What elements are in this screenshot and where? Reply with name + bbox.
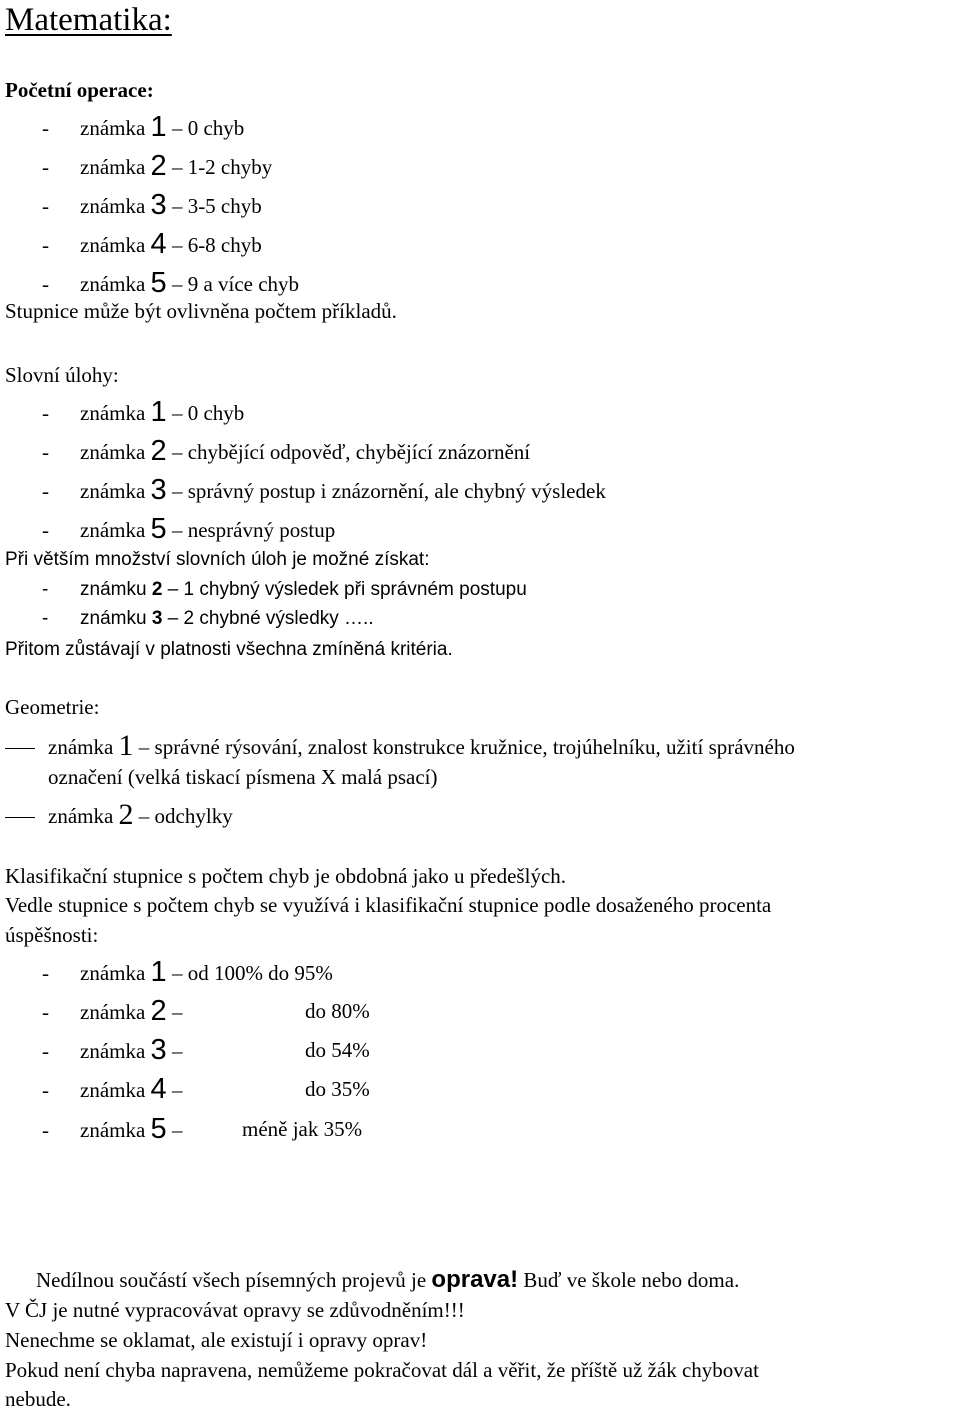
section-heading-pocetni: Početní operace: <box>5 78 154 102</box>
list-item: - známka 1 – od 100% do 95% <box>42 956 333 988</box>
list-item: - známka 2 – chybějící odpověď, chybějící znázornění <box>42 435 531 467</box>
section-note: Přitom zůstávají v platnosti všechna zmíněná kritéria. <box>5 639 453 660</box>
list-item: - známka 3 – 3-5 chyb <box>42 189 262 221</box>
section-note: úspěšnosti: <box>5 923 99 947</box>
list-item: - známku 2 – 1 chybný výsledek při správném postupu <box>42 579 527 600</box>
list-item: - známka 5 – <box>42 1113 183 1145</box>
footer-line: Pokud není chyba napravena, nemůžeme pokračovat dál a věřit, že příště už žák chybovat <box>5 1358 759 1382</box>
list-dash <box>5 817 35 818</box>
list-item-continuation: označení (velká tiskací písmena X malá psací) <box>48 765 438 789</box>
percent-range: do 80% <box>305 999 370 1023</box>
section-heading-slovni: Slovní úlohy: <box>5 363 119 387</box>
list-item: - známka 5 – nesprávný postup <box>42 513 336 545</box>
list-item: - známka 4 – <box>42 1073 183 1105</box>
list-item: - známka 2 – 1-2 chyby <box>42 150 273 182</box>
list-item: - známka 1 – 0 chyb <box>42 396 245 428</box>
list-item: - známka 2 – <box>42 995 183 1027</box>
list-item: - známka 1 – 0 chyb <box>42 111 245 143</box>
list-item: - známka 4 – 6-8 chyb <box>42 228 262 260</box>
list-item: - známka 3 – <box>42 1034 183 1066</box>
footer-line: nebude. <box>5 1387 71 1411</box>
list-item: známka 2 – odchylky <box>48 798 233 831</box>
percent-range: do 54% <box>305 1038 370 1062</box>
list-item: - známku 3 – 2 chybné výsledky ….. <box>42 608 374 629</box>
footer-line: Nedílnou součástí všech písemných projevů je oprava! Buď ve škole nebo doma. <box>36 1266 740 1293</box>
list-item: známka 1 – správné rýsování, znalost konstrukce kružnice, trojúhelníku, užití správného <box>48 729 795 762</box>
section-note: Stupnice může být ovlivněna počtem příkladů. <box>5 299 397 323</box>
section-heading-geometrie: Geometrie: <box>5 695 100 719</box>
page-title: Matematika: <box>5 2 172 38</box>
footer-line: Nenechme se oklamat, ale existují i opravy oprav! <box>5 1328 428 1352</box>
percent-range: do 35% <box>305 1077 370 1101</box>
list-item: - známka 5 – 9 a více chyb <box>42 267 300 299</box>
list-item: - známka 3 – správný postup i znázornění, ale chybný výsledek <box>42 474 606 506</box>
list-dash <box>5 748 35 749</box>
percent-range: méně jak 35% <box>242 1117 363 1141</box>
oprava-emphasis: oprava! <box>431 1266 519 1293</box>
footer-line: V ČJ je nutné vypracovávat opravy se zdůvodněním!!! <box>5 1298 465 1322</box>
section-note: Při větším množství slovních úloh je možné získat: <box>5 549 430 570</box>
section-note: Vedle stupnice s počtem chyb se využívá i klasifikační stupnice podle dosaženého procenta <box>5 893 772 917</box>
section-note: Klasifikační stupnice s počtem chyb je obdobná jako u předešlých. <box>5 864 567 888</box>
